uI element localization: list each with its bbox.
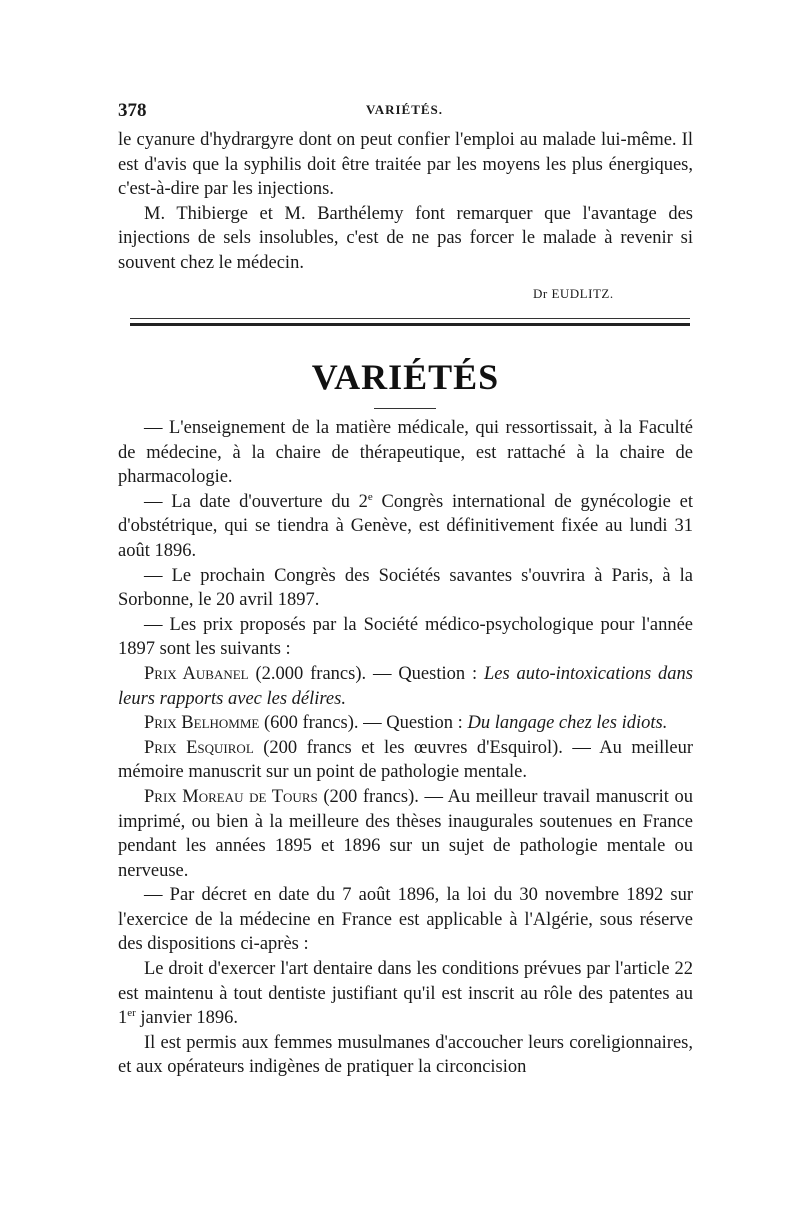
paragraph-femmes-musulmanes: Il est permis aux femmes musulmanes d'accoucher leurs coreligionnaires, et aux opérateurs indigènes de pratiquer la circoncision <box>118 1032 693 1078</box>
previous-article-end <box>118 128 693 276</box>
dentaire-text-a: Le droit d'exercer l'art dentaire dans les conditions prévues par l'article 22 est maintenu à tout dentiste justifiant qu'il est inscrit au rôle des patentes au 1 <box>118 959 693 1029</box>
congres-gyn-text-a: — La date d'ouverture du 2 <box>144 491 368 512</box>
divider-thin <box>130 318 690 319</box>
varietes-body <box>118 416 693 1080</box>
author-signature: Dr EUDLITZ. <box>533 286 614 301</box>
page-number: 378 <box>118 100 147 121</box>
paragraph-decret: — Par décret en date du 7 août 1896, la loi du 30 novembre 1892 sur l'exercice de la médecine en France est applicable à l'Algérie, sous réserve des dispositions ci-après : <box>118 885 693 955</box>
congres-gyn-superscript: e <box>367 490 373 503</box>
paragraph-prix-esquirol <box>118 736 693 785</box>
prix-esquirol-name: Prix Esquirol <box>144 737 254 758</box>
congres-gyn-text-b: Congrès international de gynécologie et d'obstétrique, qui se tiendra à Genève, est définitivement fixée au lundi 31 août 1896. <box>118 491 693 561</box>
prix-moreau-name: Prix Moreau de Tours <box>144 786 318 807</box>
dentaire-superscript: er <box>127 1007 136 1020</box>
prix-belhomme-name: Prix Belhomme <box>144 713 260 734</box>
paragraph-cyanure: le cyanure d'hydrargyre dont on peut confier l'emploi au malade lui-même. Il est d'avis que la syphilis doit être traitée par les moyens les plus énergiques, c'est-à-dire par les injections. <box>118 130 693 200</box>
prix-esquirol-details: (200 francs et les œuvres d'Esquirol). — Au meilleur mémoire manuscrit sur un point de pathologie mentale. <box>118 737 693 783</box>
paragraph-prix-aubanel <box>118 662 693 711</box>
prix-moreau-details: (200 francs). — Au meilleur travail manuscrit ou imprimé, ou bien à la meilleure des thèses inaugurales soutenues en France pendant les années 1895 et 1896 sur un sujet de pathologie mentale ou nerveuse. <box>118 786 693 881</box>
paragraph-congres-gynecologie <box>118 490 693 564</box>
paragraph-enseignement: — L'enseignement de la matière médicale, qui ressortissait, à la Faculté de médecine, à la chaire de thérapeutique, est rattaché à la chaire de pharmacologie. <box>118 418 693 488</box>
paragraph-thibierge: M. Thibierge et M. Barthélemy font remarquer que l'avantage des injections de sels insolubles, c'est de ne pas forcer le malade à revenir si souvent chez le médecin. <box>118 203 693 273</box>
prix-aubanel-name: Prix Aubanel <box>144 663 249 684</box>
paragraph-prix-belhomme <box>118 711 693 736</box>
running-title: VARIÉTÉS. <box>366 102 444 117</box>
dentaire-text-b: janvier 1896. <box>135 1008 239 1029</box>
paragraph-congres-societes: — Le prochain Congrès des Sociétés savantes s'ouvrira à Paris, à la Sorbonne, le 20 avril 1897. <box>118 565 693 611</box>
section-title: VARIÉTÉS <box>311 357 500 397</box>
paragraph-prix-intro: — Les prix proposés par la Société médico-psychologique pour l'année 1897 sont les suivants : <box>118 614 693 660</box>
prix-belhomme-details: (600 francs). — Question : <box>259 713 468 734</box>
prix-aubanel-question: Les auto-intoxications dans leurs rapports avec les délires. <box>118 663 693 709</box>
title-underline <box>374 408 436 409</box>
prix-aubanel-details: (2.000 francs). — Question : <box>248 663 484 684</box>
paragraph-prix-moreau <box>118 785 693 883</box>
page-header <box>118 100 693 124</box>
prix-belhomme-question: Du langage chez les idiots. <box>467 713 668 734</box>
paragraph-art-dentaire <box>118 957 693 1031</box>
divider-thick <box>130 323 690 326</box>
